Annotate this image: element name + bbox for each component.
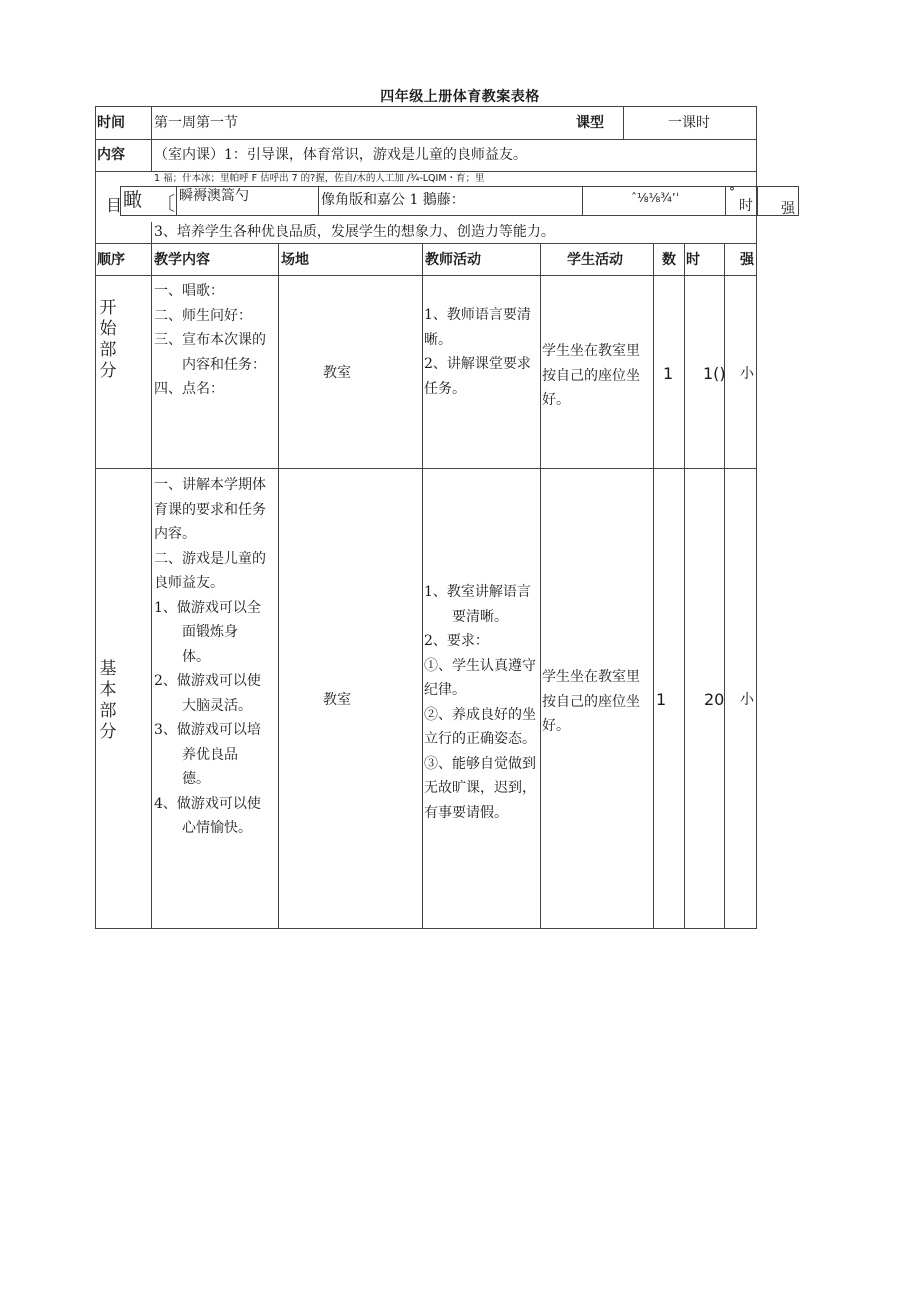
- content-line: 2、做游戏可以使: [154, 673, 261, 689]
- student-line: 好。: [542, 718, 570, 734]
- section-count: 1: [663, 364, 674, 383]
- content-line: 二、游戏是儿童的: [154, 550, 266, 567]
- content-line: 3、做游戏可以培: [154, 722, 261, 738]
- section-count: 1: [656, 690, 667, 709]
- section-intensity: 小: [740, 366, 754, 382]
- rule: [318, 186, 319, 216]
- rule: [724, 243, 725, 928]
- rule: [725, 186, 726, 216]
- student-line: 学生坐在教室里: [542, 669, 640, 685]
- content-line: 德。: [154, 771, 210, 787]
- content-line: 大脑灵活。: [154, 697, 252, 714]
- rule: [540, 243, 541, 928]
- content-line: 体。: [154, 648, 210, 665]
- section-time: 20: [704, 690, 725, 709]
- content-line: 内容和任务：: [154, 356, 266, 373]
- content-line: 二、师生问好：: [154, 307, 252, 324]
- section-name-char: 始: [99, 319, 117, 339]
- col-order: 顺序: [97, 252, 125, 268]
- content-line: 养优良品: [154, 746, 238, 763]
- col-time: 时: [686, 252, 700, 268]
- teacher-line: 无故旷课，迟到，: [424, 780, 536, 796]
- objectives-degree: °: [729, 185, 735, 199]
- student-line: 按自己的座位坐: [542, 367, 640, 384]
- teacher-line: ②、养成良好的坐: [424, 706, 536, 723]
- teacher-line: ①、学生认真遵守: [424, 657, 536, 674]
- teacher-line: ③、能够自觉做到: [424, 755, 536, 772]
- teacher-line: 2、要求：: [424, 633, 489, 649]
- section-time: 1(): [703, 364, 726, 383]
- rule: [95, 106, 757, 107]
- content-line: 1、做游戏可以全: [154, 599, 261, 616]
- lesson-type-value: 一课时: [668, 115, 710, 131]
- content-line: 一、讲解本学期体: [154, 477, 266, 493]
- col-intensity: 强: [740, 252, 754, 268]
- section-teacher: [424, 580, 536, 825]
- objectives-right-1: 时: [739, 198, 753, 214]
- rule: [151, 243, 152, 928]
- rule: [684, 243, 685, 928]
- objectives-garbled-1: 瞬褥澳篙勺: [179, 188, 249, 204]
- content-line: 三、宣布本次课的: [154, 332, 266, 348]
- col-teacher: 教师活动: [425, 252, 481, 268]
- rule: [95, 468, 757, 469]
- col-student: 学生活动: [567, 252, 623, 268]
- student-line: 按自己的座位坐: [542, 693, 640, 710]
- rule: [278, 243, 279, 928]
- rule: [582, 186, 583, 216]
- section-name-char: 基: [99, 659, 117, 679]
- time-label: 时间: [97, 115, 125, 131]
- rule: [95, 928, 757, 929]
- section-name: [96, 298, 120, 382]
- content-line: 心情愉快。: [154, 820, 252, 836]
- teacher-line: 1、教师语言要清: [424, 307, 531, 323]
- col-count: 数: [662, 252, 676, 268]
- student-line: 好。: [542, 392, 570, 408]
- objectives-garbled-line: 1 福；什本冰；里帕呼 F 估呼出 7 的?握，佐自/木的人工加 /¾-LQIM・育；里: [154, 173, 485, 184]
- teacher-line: 要清晰。: [424, 608, 508, 625]
- teacher-line: 任务。: [424, 380, 466, 397]
- rule: [151, 106, 152, 171]
- section-name-char: 开: [99, 298, 117, 318]
- objectives-garbled-3: ˆ⅛⅛¾’ˈ: [631, 191, 680, 205]
- objectives-garbled-2: 像角版和嘉公 1 鵝藤：: [321, 192, 465, 208]
- teacher-line: 有事要请假。: [424, 804, 508, 821]
- rule: [120, 215, 798, 216]
- rule: [757, 186, 758, 216]
- teacher-line: 晰。: [424, 331, 452, 348]
- objectives-right-2: 强: [781, 201, 795, 217]
- section-teacher: [424, 303, 531, 401]
- content-label: 内容: [97, 147, 125, 163]
- objectives-label-a: 目: [106, 196, 123, 215]
- rule: [422, 243, 423, 928]
- rule: [95, 139, 757, 140]
- teacher-line: 2、讲解课堂要求: [424, 356, 531, 372]
- rule: [95, 171, 757, 172]
- section-student: [542, 339, 640, 413]
- section-name-char: 部: [99, 340, 117, 360]
- rule: [95, 275, 757, 276]
- section-name-text: [96, 659, 120, 743]
- rule: [756, 106, 757, 928]
- content-line: 面锻炼身: [154, 624, 238, 640]
- content-line: 内容。: [154, 526, 196, 542]
- teacher-line: 立行的正确姿态。: [424, 731, 536, 747]
- section-name: [96, 659, 120, 743]
- content-line: 4、做游戏可以使: [154, 795, 261, 812]
- teacher-line: 纪律。: [424, 682, 466, 698]
- section-intensity: 小: [740, 692, 754, 708]
- rule: [653, 243, 654, 928]
- teacher-line: 1、教室讲解语言: [424, 584, 531, 600]
- content-value: （室内课）1：引导课，体育常识，游戏是儿童的良师益友。: [154, 147, 527, 163]
- section-name-char: 分: [99, 722, 117, 742]
- content-line: 四、点名：: [154, 381, 224, 397]
- content-line: 良师益友。: [154, 575, 224, 591]
- content-line: 一、唱歌：: [154, 283, 224, 299]
- lesson-type-label: 课型: [576, 115, 604, 131]
- section-student: [542, 665, 640, 739]
- rule: [151, 222, 152, 243]
- section-name-char: 部: [99, 701, 117, 721]
- section-venue: 教室: [323, 365, 351, 381]
- student-line: 学生坐在教室里: [542, 343, 640, 359]
- objectives-line-3: 3、培养学生各种优良品质，发展学生的想象力、创造力等能力。: [154, 224, 555, 240]
- rule: [176, 186, 177, 216]
- section-name-char: 分: [99, 361, 117, 381]
- section-name-text: [96, 298, 120, 382]
- rule: [623, 106, 624, 139]
- rule: [95, 106, 96, 928]
- col-venue: 场地: [281, 252, 309, 268]
- time-value: 第一周第一节: [154, 115, 238, 131]
- section-venue: 教室: [323, 692, 351, 708]
- section-content: [154, 279, 266, 402]
- objectives-label-b: 瞰: [123, 189, 143, 211]
- section-content: [154, 473, 266, 841]
- content-line: 育课的要求和任务: [154, 501, 266, 518]
- objectives-label-c: 〔: [156, 193, 176, 215]
- page-title: 四年级上册体育教案表格: [380, 89, 540, 105]
- col-content: 教学内容: [154, 252, 210, 268]
- section-name-char: 本: [99, 680, 117, 700]
